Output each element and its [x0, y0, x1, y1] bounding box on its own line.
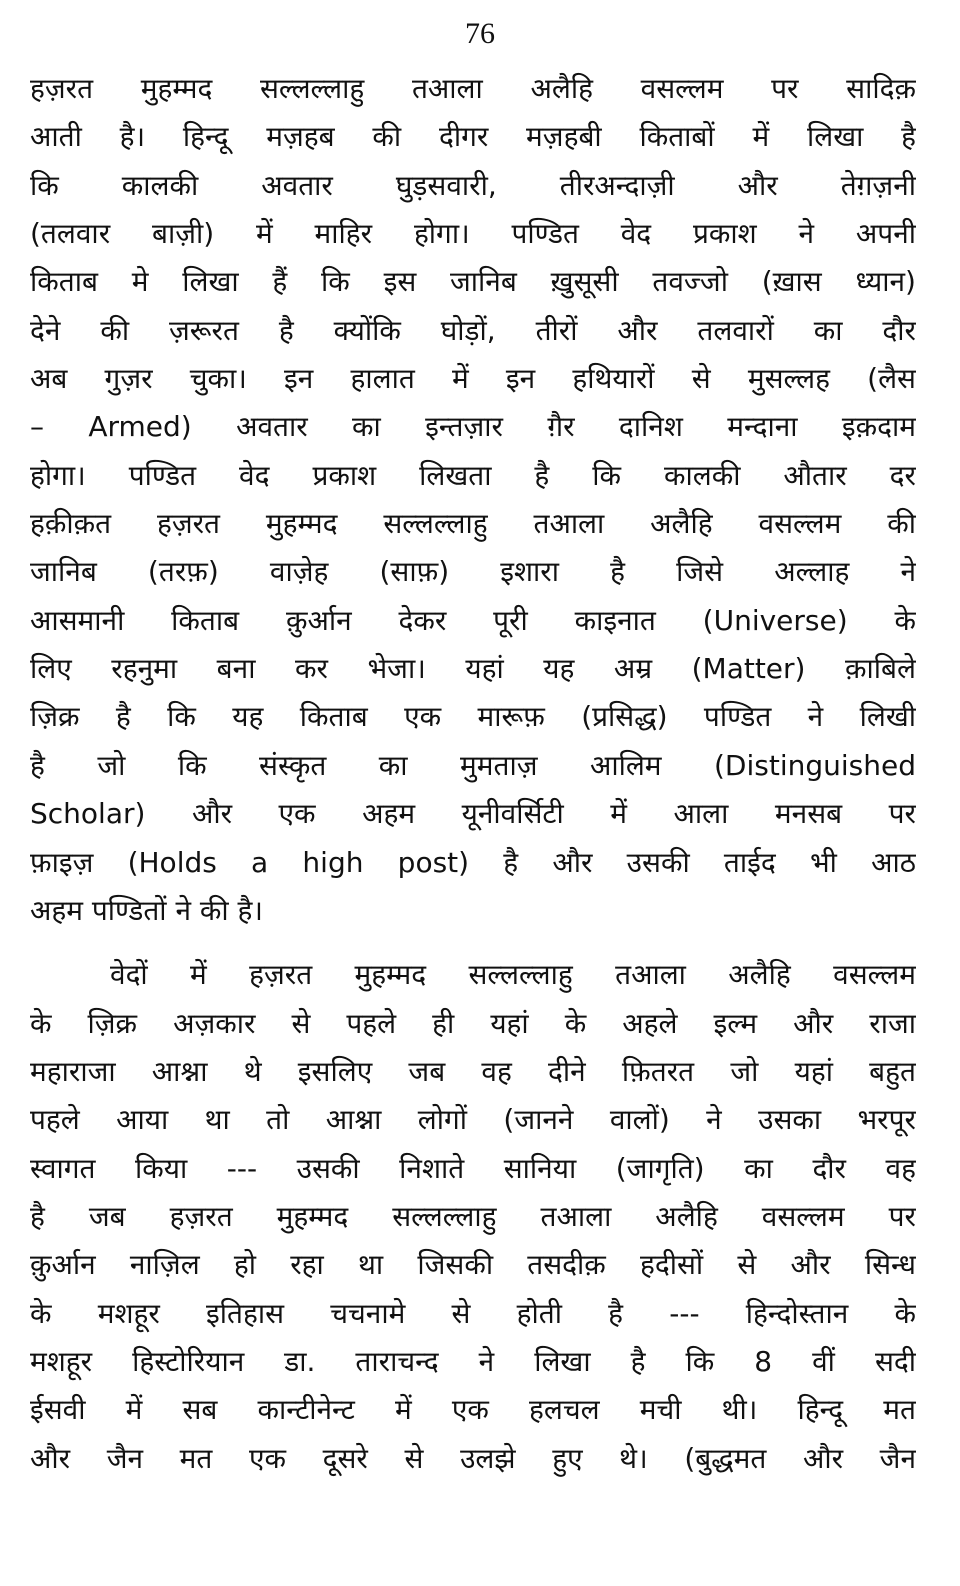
- page-number: 76: [465, 17, 495, 50]
- text-line: है जब हज़रत मुहम्मद सल्लल्लाहु तआला अलैहि वसल्लम पर: [30, 1199, 916, 1233]
- text-line: और जैन मत एक दूसरे से उलझे हुए थे। (बुद्धमत और जैन: [30, 1441, 916, 1475]
- text-line: Scholar) और एक अहम यूनीवर्सिटी में आला मनसब पर: [30, 797, 916, 831]
- text-line: महाराजा आश्ना थे इसलिए जब वह दीने फ़ितरत जो यहां बहुत: [30, 1054, 916, 1088]
- text-line: अहम पण्डितों ने की है।: [30, 893, 264, 927]
- text-line: देने की ज़रूरत है क्योंकि घोड़ों, तीरों और तलवारों का दौर: [30, 313, 916, 347]
- text-line: स्वागत किया --- उसकी निशाते सानिया (जागृति) का दौर वह: [30, 1151, 916, 1185]
- text-line: जानिब (तरफ़) वाज़ेह (साफ़) इशारा है जिसे अल्लाह ने: [30, 555, 916, 589]
- text-line: फ़ाइज़ (Holds a high post) है और उसकी ताईद भी आठ: [30, 845, 916, 879]
- text-line: के ज़िक्र अज़कार से पहले ही यहां के अहले इल्म और राजा: [30, 1006, 916, 1040]
- text-line: हज़रत मुहम्मद सल्लल्लाहु तआला अलैहि वसल्लम पर सादिक़: [30, 72, 916, 105]
- text-line: किताब मे लिखा हैं कि इस जानिब ख़ुसूसी तवज्जो (ख़ास ध्यान): [30, 265, 916, 299]
- body-text: [30, 65, 916, 1483]
- text-line: के मशहूर इतिहास चचनामे से होती है --- हिन्दोस्तान के: [30, 1296, 916, 1330]
- text-line: लिए रहनुमा बना कर भेजा। यहां यह अम्र (Matter) क़ाबिले: [30, 652, 916, 686]
- text-line: (तलवार बाज़ी) में माहिर होगा। पण्डित वेद प्रकाश ने अपनी: [30, 217, 916, 251]
- text-line: आती है। हिन्दू मज़हब की दीगर मज़हबी किताबों में लिखा है: [30, 120, 916, 154]
- text-line: होगा। पण्डित वेद प्रकाश लिखता है कि कालकी औतार दर: [30, 458, 916, 492]
- text-line: वेदों में हज़रत मुहम्मद सल्लल्लाहु तआला अलैहि वसल्लम: [110, 958, 916, 992]
- text-line: हक़ीक़त हज़रत मुहम्मद सल्लल्लाहु तआला अलैहि वसल्लम की: [30, 507, 916, 541]
- text-line: ईसवी में सब कान्टीनेन्ट में एक हलचल मची थी। हिन्दू मत: [30, 1393, 916, 1427]
- text-line: क़ुर्आन नाज़िल हो रहा था जिसकी तसदीक़ हदीसों से और सिन्ध: [30, 1248, 916, 1282]
- text-line: आसमानी किताब क़ुर्आन देकर पूरी काइनात (Universe) के: [30, 603, 916, 637]
- text-line: कि कालकी अवतार घुड़सवारी, तीरअन्दाज़ी और तेग़ज़नी: [30, 168, 916, 202]
- text-line: अब गुज़र चुका। इन हालात में इन हथियारों से मुसल्लह (लैस: [30, 362, 916, 396]
- paragraph-gap: [30, 935, 916, 951]
- text-line: पहले आया था तो आश्ना लोगों (जानने वालों) ने उसका भरपूर: [30, 1103, 916, 1137]
- text-line: – Armed) अवतार का इन्तज़ार ग़ैर दानिश मन्दाना इक़दाम: [30, 410, 916, 444]
- text-line: है जो कि संस्कृत का मुमताज़ आलिम (Distinguished: [30, 748, 916, 782]
- text-line: ज़िक्र है कि यह किताब एक मारूफ़ (प्रसिद्ध) पण्डित ने लिखी: [30, 700, 916, 734]
- paragraph-2: [30, 951, 916, 1483]
- paragraph-1: [30, 65, 916, 935]
- text-line: मशहूर हिस्टोरियान डा. ताराचन्द ने लिखा है कि 8 वीं सदी: [30, 1344, 916, 1378]
